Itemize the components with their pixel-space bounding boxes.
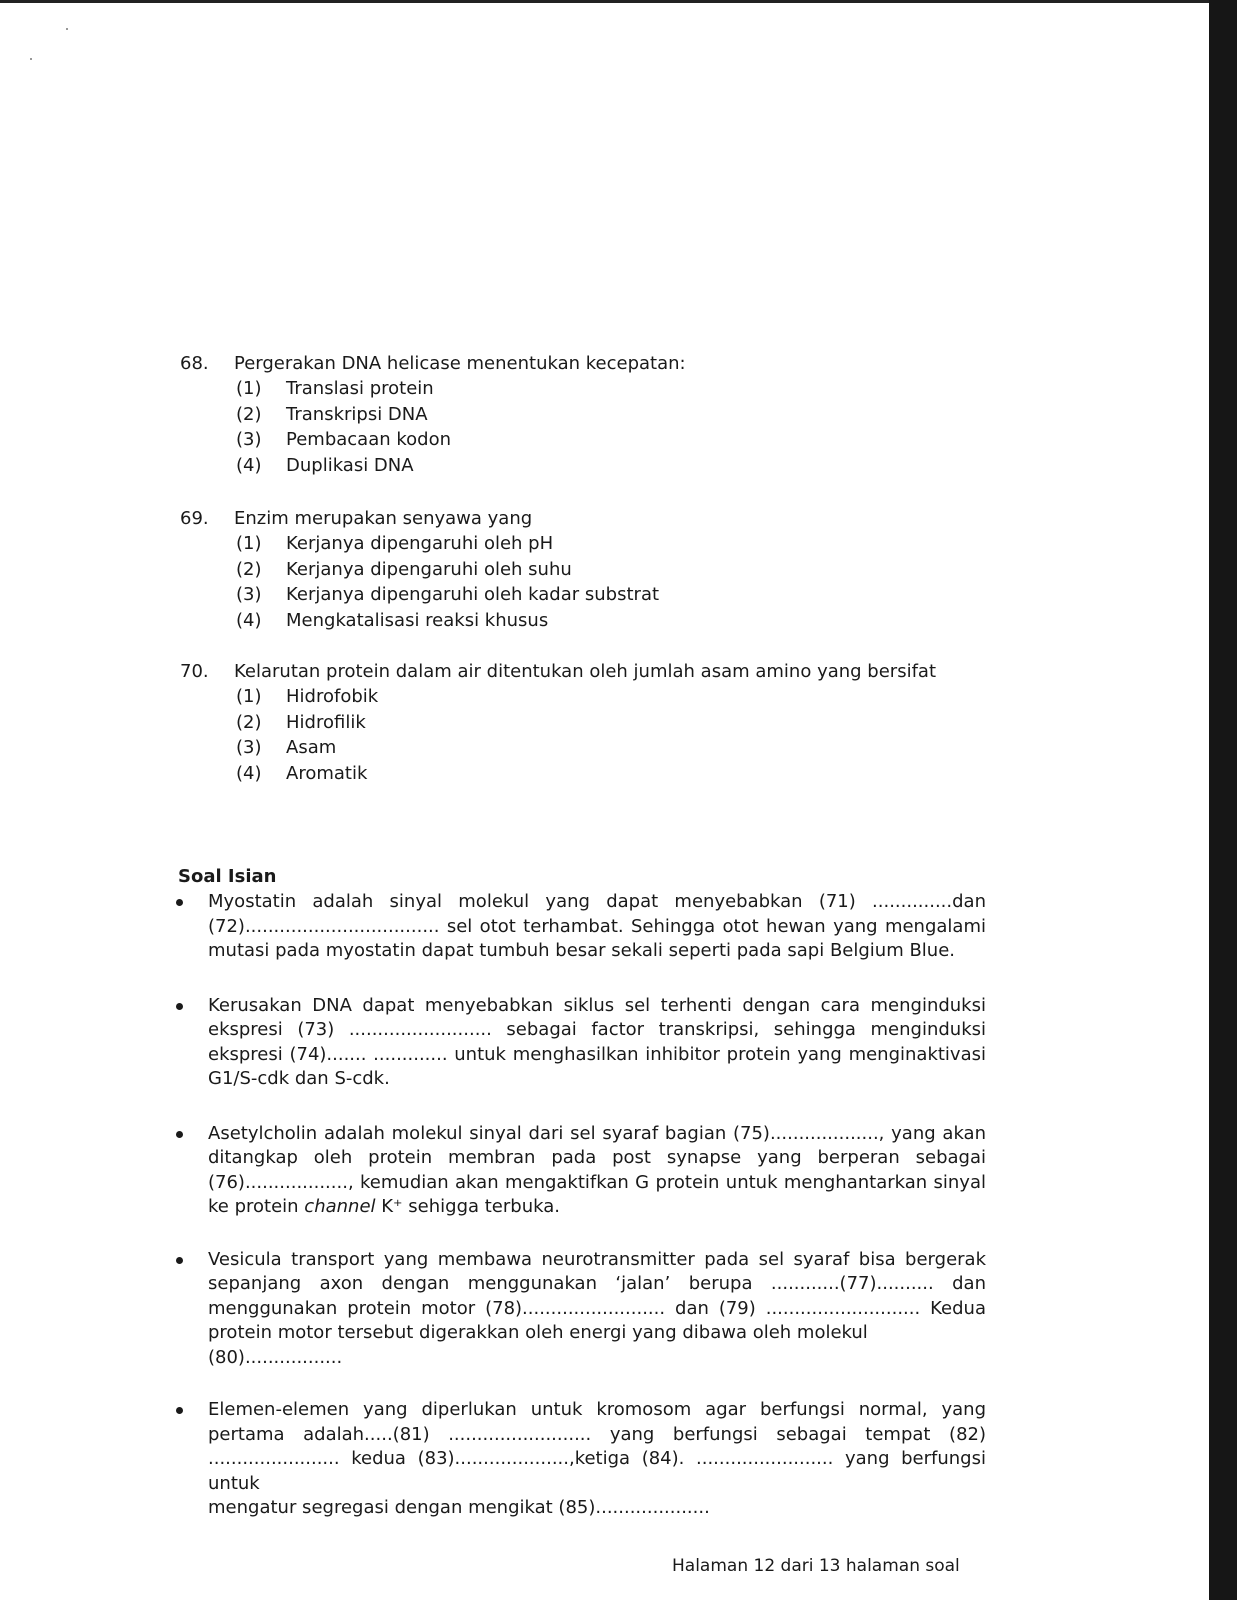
option-number: (1): [236, 686, 262, 707]
question-number: 69.: [180, 508, 209, 529]
fill-question-text-tail: mengatur segregasi dengan mengikat (85)....................: [208, 1497, 710, 1518]
option-number: (3): [236, 737, 262, 758]
option-text: Transkripsi DNA: [286, 403, 428, 425]
question-text: Kelarutan protein dalam air ditentukan oleh jumlah asam amino yang bersifat: [234, 661, 937, 682]
option-number: (1): [236, 533, 262, 554]
option-number: (1): [236, 378, 262, 399]
page-footer: Halaman 12 dari 13 halaman soal: [672, 1556, 960, 1576]
fill-question-text: Vesicula transport yang membawa neurotransmitter pada sel syaraf bisa bergerak sepanjang axon dengan menggunakan ‘jalan’ berupa ............(77).......... dan menggunakan protein motor (78)......................... dan (79) ........................... Kedua protein motor tersebut digerakkan oleh energi yang dibawa oleh molekul: [208, 1248, 986, 1343]
option-text: Hidrofilik: [286, 711, 366, 733]
fill-question-item: [174, 1122, 986, 1220]
option-number: (4): [236, 454, 262, 476]
fill-question-item: [174, 1398, 986, 1521]
fill-question-text: K⁺ sehigga terbuka.: [375, 1196, 560, 1217]
option-number: (2): [236, 711, 262, 733]
fill-question-text: Myostatin adalah sinyal molekul yang dapat menyebabkan (71) ..............dan (72).................................. sel otot terhambat. Sehingga otot hewan yang mengalami mutasi pada myostatin dapat tumbuh besar sekali seperti pada sapi Belgium Blue.: [208, 891, 986, 961]
scan-right-edge: [1209, 0, 1237, 1600]
option-number: (3): [236, 429, 262, 450]
section-title: Soal Isian: [178, 866, 277, 887]
question-number: 68.: [180, 353, 209, 374]
option-number: (4): [236, 609, 262, 631]
fill-question-text: Kerusakan DNA dapat menyebabkan siklus sel terhenti dengan cara menginduksi ekspresi (73) ......................... sebagai factor transkripsi, sehingga menginduksi ekspresi (74)....... ............. untuk menghasilkan inhibitor protein yang menginaktivasi G1/S-cdk dan S-cdk.: [208, 994, 986, 1089]
option-text: Duplikasi DNA: [286, 454, 414, 476]
fill-question-item: [174, 1248, 986, 1371]
fill-question-text: Asetylcholin adalah molekul sinyal dari sel syaraf bagian (75)..................., yang akan ditangkap oleh protein membran pada post synapse yang berperan sebagai (76).................., kemudian akan mengaktifkan G protein untuk menghantarkan sinyal ke protein: [208, 1122, 986, 1217]
option-text: Kerjanya dipengaruhi oleh suhu: [286, 558, 572, 580]
question-text: Enzim merupakan senyawa yang: [234, 508, 533, 529]
option-number: (2): [236, 403, 262, 425]
option-text: Hidrofobik: [286, 686, 379, 707]
fill-question-italic-term: channel: [304, 1196, 376, 1217]
question-text: Pergerakan DNA helicase menentukan kecepatan:: [234, 353, 686, 374]
fill-question-text-tail: (80).................: [208, 1346, 343, 1368]
option-number: (3): [236, 584, 262, 605]
fill-question-text: Elemen-elemen yang diperlukan untuk kromosom agar berfungsi normal, yang pertama adalah.....(81) ......................... yang berfungsi sebagai tempat (82) ....................... kedua (83)....................,ketiga (84). ........................ yang berfungsi untuk: [208, 1399, 986, 1494]
fill-question-list: [174, 890, 986, 1521]
option-text: Kerjanya dipengaruhi oleh kadar substrat: [286, 584, 660, 605]
option-text: Pembacaan kodon: [286, 429, 452, 450]
question-number: 70.: [180, 661, 209, 682]
option-text: Translasi protein: [286, 378, 434, 399]
option-text: Mengkatalisasi reaksi khusus: [286, 609, 549, 631]
option-number: (4): [236, 762, 262, 784]
fill-question-item: [174, 890, 986, 964]
fill-question-item: [174, 994, 986, 1092]
scan-speck: [66, 28, 68, 30]
scan-top-edge: [0, 0, 1212, 3]
option-text: Aromatik: [286, 762, 368, 784]
option-text: Asam: [286, 737, 337, 758]
scan-speck: [30, 58, 32, 60]
option-text: Kerjanya dipengaruhi oleh pH: [286, 533, 554, 554]
option-number: (2): [236, 558, 262, 580]
